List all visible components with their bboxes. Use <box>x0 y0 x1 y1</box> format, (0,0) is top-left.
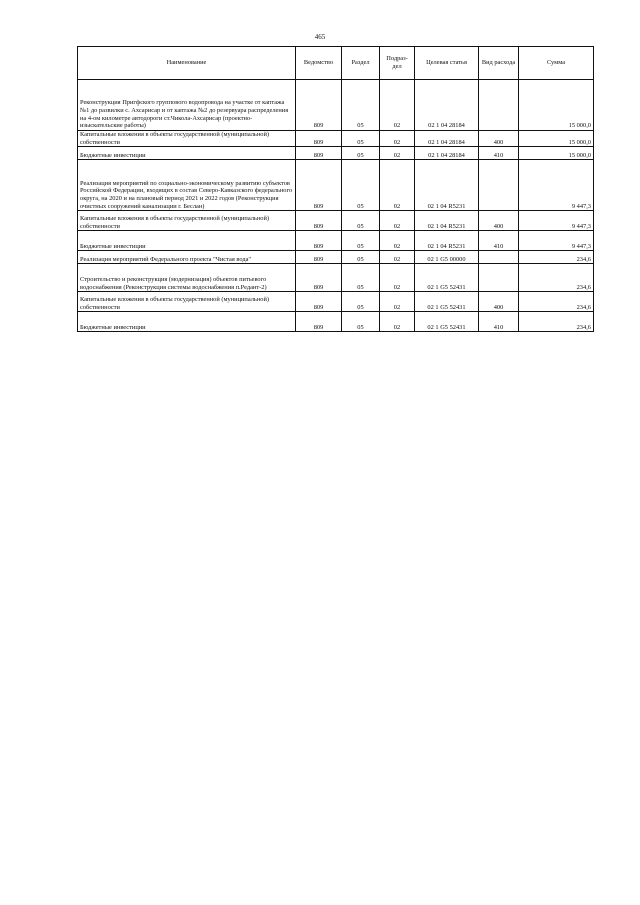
row-department-cell: 809 <box>296 147 342 160</box>
row-department-cell: 809 <box>296 160 342 211</box>
row-subsection-cell: 02 <box>380 211 415 231</box>
column-header-subsection: Подраз-дел <box>380 47 415 80</box>
row-target-article-cell: 02 1 04 28184 <box>415 147 479 160</box>
table-row <box>78 264 594 292</box>
row-expense-type-cell: 410 <box>479 231 519 251</box>
row-subsection-cell: 02 <box>380 292 415 312</box>
table-header-row <box>78 47 594 80</box>
row-expense-type-cell: 410 <box>479 312 519 332</box>
table-row <box>78 312 594 332</box>
row-target-article-cell: 02 1 04 R5231 <box>415 211 479 231</box>
row-expense-type-cell: 410 <box>479 147 519 160</box>
row-target-article-cell: 02 1 04 28184 <box>415 80 479 131</box>
row-section-cell: 05 <box>342 160 380 211</box>
row-name-cell: Реализация мероприятий Федерального проекта "Чистая вода" <box>78 251 296 264</box>
row-section-cell: 05 <box>342 292 380 312</box>
row-expense-type-cell: 400 <box>479 131 519 147</box>
table-row <box>78 160 594 211</box>
table-row <box>78 292 594 312</box>
row-name-cell: Бюджетные инвестиции <box>78 231 296 251</box>
page-number: 465 <box>314 33 326 41</box>
row-sum-cell: 234,6 <box>519 264 594 292</box>
column-header-department: Ведомство <box>296 47 342 80</box>
row-section-cell: 05 <box>342 80 380 131</box>
row-subsection-cell: 02 <box>380 131 415 147</box>
row-name-cell: Бюджетные инвестиции <box>78 147 296 160</box>
column-header-sum: Сумма <box>519 47 594 80</box>
row-target-article-cell: 02 1 04 R5231 <box>415 231 479 251</box>
row-sum-cell: 9 447,3 <box>519 160 594 211</box>
column-header-name: Наименование <box>78 47 296 80</box>
row-subsection-cell: 02 <box>380 264 415 292</box>
row-subsection-cell: 02 <box>380 312 415 332</box>
row-target-article-cell: 02 1 G5 52431 <box>415 312 479 332</box>
row-subsection-cell: 02 <box>380 251 415 264</box>
row-expense-type-cell <box>479 80 519 131</box>
row-target-article-cell: 02 1 04 28184 <box>415 131 479 147</box>
table-row <box>78 131 594 147</box>
row-department-cell: 809 <box>296 264 342 292</box>
row-department-cell: 809 <box>296 211 342 231</box>
row-section-cell: 05 <box>342 131 380 147</box>
row-name-cell: Капитальные вложения в объекты государственной (муниципальной) собственности <box>78 292 296 312</box>
row-sum-cell: 15 000,0 <box>519 147 594 160</box>
row-expense-type-cell: 400 <box>479 211 519 231</box>
table-row <box>78 231 594 251</box>
row-expense-type-cell <box>479 160 519 211</box>
row-sum-cell: 234,6 <box>519 251 594 264</box>
row-target-article-cell: 02 1 G5 00000 <box>415 251 479 264</box>
row-name-cell: Реализация мероприятий по социально-экономическому развитию субъектов Российской Федерации, входящих в состав Северо-Кавказского федерального округа, на 2020 и на плановый период 2021 и 2022 годов (Реконструкция очистных сооружений канализации г. Беслан) <box>78 160 296 211</box>
row-department-cell: 809 <box>296 131 342 147</box>
row-section-cell: 05 <box>342 147 380 160</box>
table-row <box>78 211 594 231</box>
row-section-cell: 05 <box>342 231 380 251</box>
table-row <box>78 147 594 160</box>
row-section-cell: 05 <box>342 211 380 231</box>
row-department-cell: 809 <box>296 80 342 131</box>
row-department-cell: 809 <box>296 231 342 251</box>
row-department-cell: 809 <box>296 251 342 264</box>
row-section-cell: 05 <box>342 312 380 332</box>
row-name-cell: Бюджетные инвестиции <box>78 312 296 332</box>
row-sum-cell: 9 447,3 <box>519 231 594 251</box>
row-sum-cell: 15 000,0 <box>519 80 594 131</box>
table-row <box>78 251 594 264</box>
row-target-article-cell: 02 1 G5 52431 <box>415 264 479 292</box>
row-target-article-cell: 02 1 04 R5231 <box>415 160 479 211</box>
row-department-cell: 809 <box>296 292 342 312</box>
row-sum-cell: 234,6 <box>519 292 594 312</box>
row-name-cell: Капитальные вложения в объекты государственной (муниципальной) собственности <box>78 131 296 147</box>
row-expense-type-cell <box>479 251 519 264</box>
row-subsection-cell: 02 <box>380 231 415 251</box>
table-row <box>78 80 594 131</box>
row-subsection-cell: 02 <box>380 147 415 160</box>
row-section-cell: 05 <box>342 251 380 264</box>
row-expense-type-cell: 400 <box>479 292 519 312</box>
column-header-section: Раздел <box>342 47 380 80</box>
row-sum-cell: 9 447,3 <box>519 211 594 231</box>
row-name-cell: Реконструкция Пригфского группового водопровода на участке от каптажа №1 до развилки с. Ахсарисар и от каптажа №2 до резервуара распределения на 4-ом километре автодороги ст.Чикола-Ахсарисар (проектно-изыскательские работы) <box>78 80 296 131</box>
column-header-expense-type: Вид расхода <box>479 47 519 80</box>
row-expense-type-cell <box>479 264 519 292</box>
row-name-cell: Капитальные вложения в объекты государственной (муниципальной) собственности <box>78 211 296 231</box>
row-name-cell: Строительство и реконструкция (модернизация) объектов питьевого водоснабжения (Реконструкция системы водоснабжения п.Редант-2) <box>78 264 296 292</box>
row-section-cell: 05 <box>342 264 380 292</box>
column-header-target-article: Целевая статья <box>415 47 479 80</box>
budget-table <box>77 46 594 332</box>
row-subsection-cell: 02 <box>380 160 415 211</box>
row-sum-cell: 15 000,0 <box>519 131 594 147</box>
row-target-article-cell: 02 1 G5 52431 <box>415 292 479 312</box>
row-department-cell: 809 <box>296 312 342 332</box>
row-subsection-cell: 02 <box>380 80 415 131</box>
row-sum-cell: 234,6 <box>519 312 594 332</box>
